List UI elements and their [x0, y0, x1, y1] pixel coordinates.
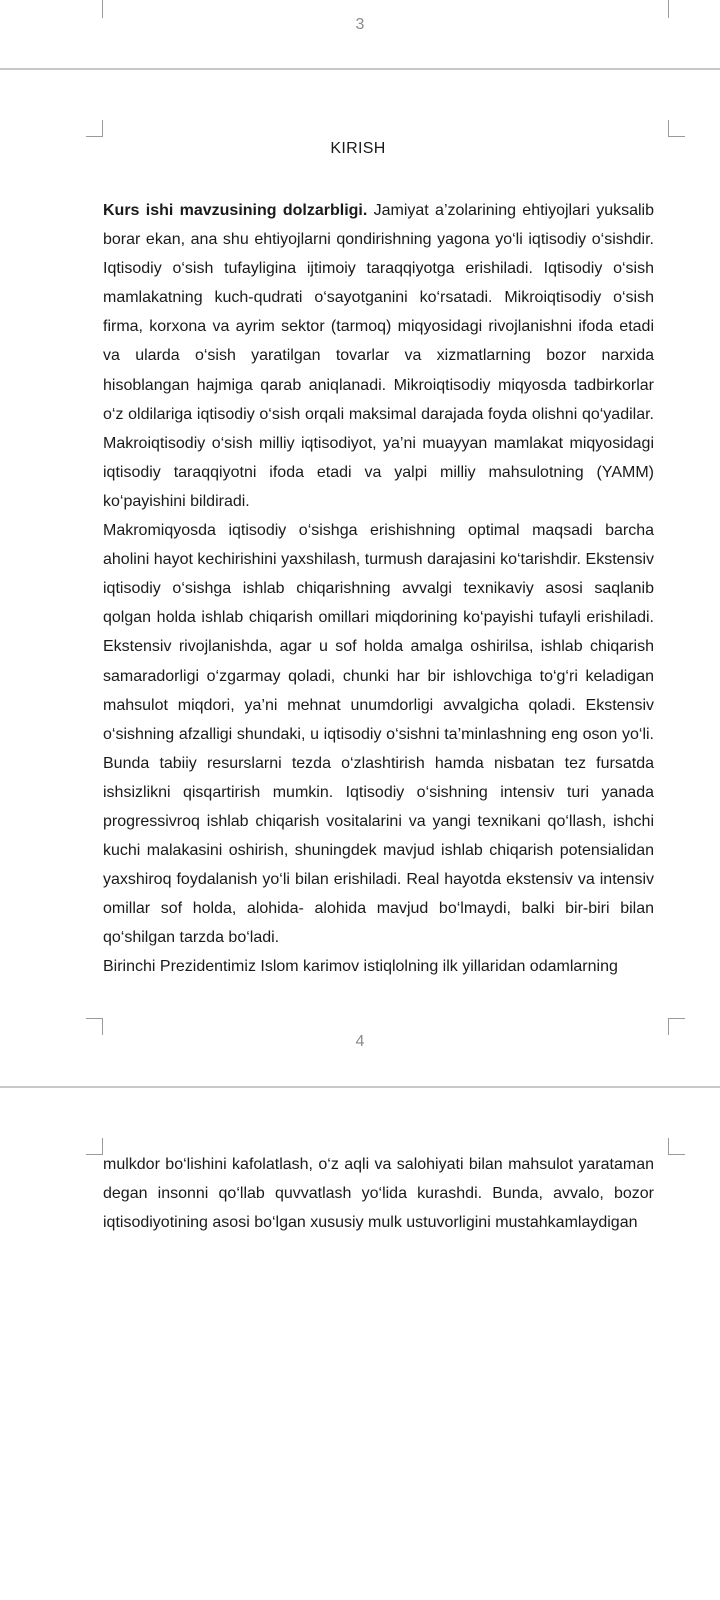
page-number: 3	[355, 16, 365, 33]
crop-mark	[86, 1138, 103, 1155]
paragraph-text: Jamiyat a’zolarining ehtiyojlari yuksalib borar ekan, ana shu ehtiyojlarni qondirishning yagona yo‘li iqtisodiy o‘sishdir. Iqtisodiy o‘sish tufayligina ijtimoiy taraqqiyotga erishiladi. Iqtisodiy o‘sish mamlakatning kuch-qudrati o‘sayotganini ko‘rsatadi. Mikroiqtisodiy o‘sish firma, korxona va ayrim sektor (tarmoq) miqyosidagi rivojlanishni ifoda etadi va ularda o‘sish yaratilgan tovarlar va xizmatlarning bozor narxida hisoblangan hajmiga qarab aniqlanadi. Mikroiqtisodiy miqyosda tadbirkorlar o‘z oldilariga iqtisodiy o‘sish orqali maksimal darajada foyda olishni qo‘yadilar. Makroiqtisodiy o‘sish milliy iqtisodiyot, ya’ni muayyan mamlakat miqyosidagi iqtisodiy taraqqiyotni ifoda etadi va yalpi milliy mahsulotning (YAMM) ko‘payishini bildiradi.	[103, 202, 655, 510]
page-body	[103, 196, 654, 982]
page-separator	[0, 1086, 720, 1088]
section-heading: KIRISH	[330, 140, 386, 157]
crop-mark	[668, 1138, 685, 1155]
page-number: 4	[355, 1033, 365, 1050]
page-body	[103, 1150, 654, 1237]
paragraph-lead: Kurs ishi mavzusining dolzarbligi.	[103, 202, 368, 219]
crop-mark	[668, 120, 685, 137]
page-separator	[0, 68, 720, 70]
paragraph: Birinchi Prezidentimiz Islom karimov istiqlolning ilk yillaridan odamlarning	[103, 958, 618, 976]
paragraph	[103, 196, 654, 516]
paragraph: Makromiqyosda iqtisodiy o‘sishga erishishning optimal maqsadi barcha aholini hayot kechirishini yaxshilash, turmush darajasini ko‘tarishdir. Ekstensiv iqtisodiy o‘sishga ishlab chiqarishning avvalgi texnikaviy asosi saqlanib qolgan holda ishlab chiqarish omillari miqdorining ko‘payishi tufayli erishiladi. Ekstensiv rivojlanishda, agar u sof holda amalga oshirilsa, ishlab chiqarish samaradorligi o‘zgarmay qoladi, chunki har bir ishlovchiga to‘g‘ri keladigan mahsulot miqdori, ya’ni mehnat unumdorligi avvalgicha qoladi. Ekstensiv o‘sishning afzalligi shundaki, u iqtisodiy o‘sishni ta’minlashning eng oson yo‘li. Bunda tabiiy resurslarni tezda o‘zlashtirish hamda nisbatan tez fursatda ishsizlikni qisqartirish mumkin. Iqtisodiy o‘sishning intensiv turi yanada progressivroq ishlab chiqarish vositalarini va yangi texnikani qo‘llash, ishchi kuchi malakasini oshirish, shuningdek mavjud ishlab chiqarish potensialidan yaxshiroq foydalanish yo‘li bilan erishiladi. Real hayotda ekstensiv va intensiv omillar sof holda, alohida- alohida mavjud bo‘lmaydi, balki bir-biri bilan qo‘shilgan tarzda bo‘ladi.	[103, 522, 654, 947]
crop-mark	[86, 120, 103, 137]
paragraph: mulkdor bo‘lishini kafolatlash, o‘z aqli va salohiyati bilan mahsulot yarataman degan insonni qo‘llab quvvatlash yo‘lida kurashdi. Bunda, avvalo, bozor iqtisodiyotining asosi bo‘lgan xususiy mulk ustuvorligini mustahkamlaydigan	[103, 1156, 654, 1232]
